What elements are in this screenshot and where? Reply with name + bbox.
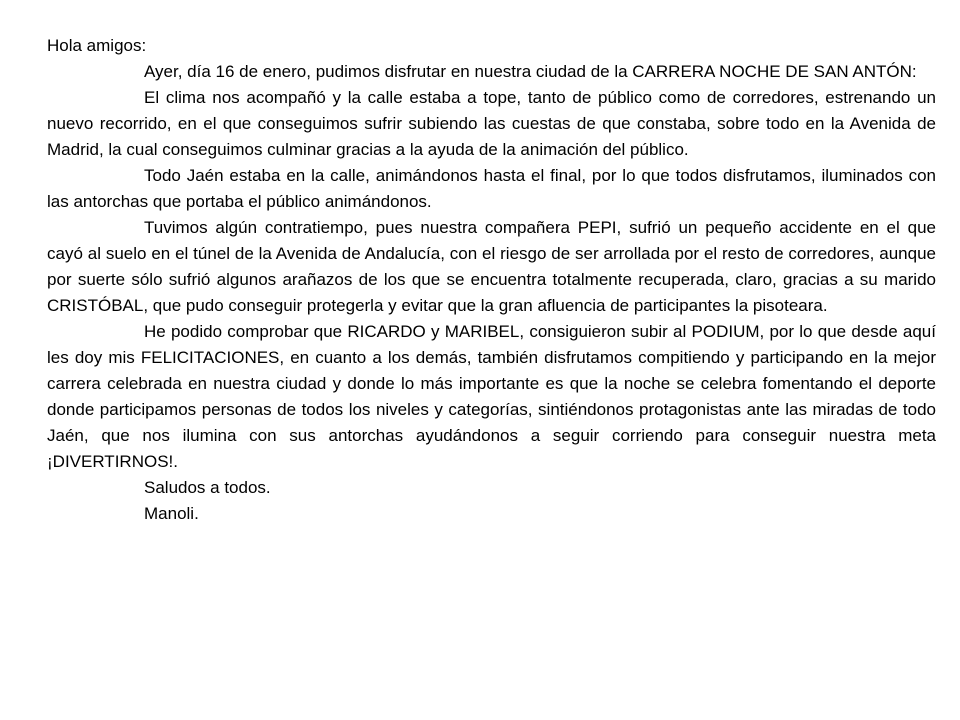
letter-signature: Manoli. <box>144 504 199 523</box>
letter-document <box>47 33 936 527</box>
paragraph-weather-route: El clima nos acompañó y la calle estaba a tope, tanto de público como de corredores, estrenando un nuevo recorrido, en el que conseguimos sufrir subiendo las cuestas de que constaba, sobre todo en la Avenida de Madrid, la cual conseguimos culminar gracias a la ayuda de la animación del público. <box>47 88 936 159</box>
paragraph-podium-congratulations: He podido comprobar que RICARDO y MARIBEL, consiguieron subir al PODIUM, por lo que desde aquí les doy mis FELICITACIONES, en cuanto a los demás, también disfrutamos compitiendo y participando en la mejor carrera celebrada en nuestra ciudad y donde lo más importante es que la noche se celebra fomentando el deporte donde participamos personas de todos los niveles y categorías, sintiéndonos protagonistas ante las miradas de todo Jaén, que nos ilumina con sus antorchas ayudándonos a seguir corriendo para conseguir nuestra meta ¡DIVERTIRNOS!. <box>47 322 936 471</box>
paragraph-carrera-announcement: Ayer, día 16 de enero, pudimos disfrutar en nuestra ciudad de la CARRERA NOCHE DE SAN ANTÓN: <box>144 62 917 81</box>
letter-closing: Saludos a todos. <box>144 478 271 497</box>
paragraph-jaen-crowd: Todo Jaén estaba en la calle, animándonos hasta el final, por lo que todos disfrutamos, iluminados con las antorchas que portaba el público animándonos. <box>47 166 936 211</box>
paragraph-pepi-accident: Tuvimos algún contratiempo, pues nuestra compañera PEPI, sufrió un pequeño accidente en el que cayó al suelo en el túnel de la Avenida de Andalucía, con el riesgo de ser arrollada por el resto de corredores, aunque por suerte sólo sufrió algunos arañazos de los que se encuentra totalmente recuperada, claro, gracias a su marido CRISTÓBAL, que pudo conseguir protegerla y evitar que la gran afluencia de participantes la pisoteara. <box>47 218 936 315</box>
letter-greeting: Hola amigos: <box>47 36 147 55</box>
